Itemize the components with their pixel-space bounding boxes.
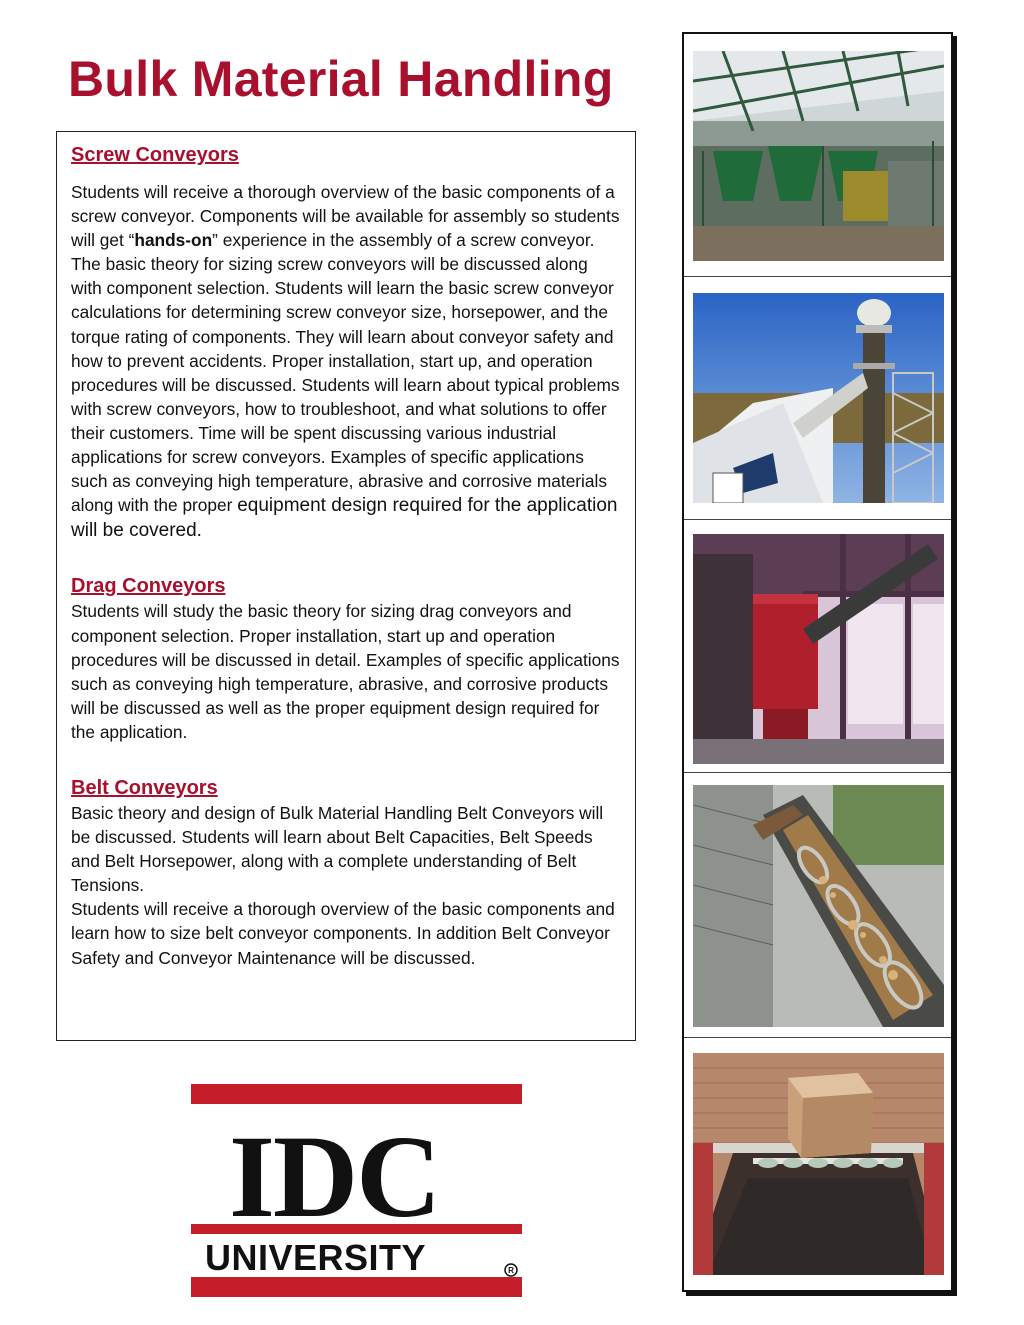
logo-university-text: UNIVERSITY [205,1237,427,1278]
logo-idc-text: IDC [229,1111,440,1242]
photo-slot-2 [684,277,951,520]
idc-university-logo [191,1084,522,1297]
hands-on-emphasis: hands-on [134,230,213,251]
screw-conveyors-text [71,180,621,543]
drag-conveyors-text: Students will study the basic theory for sizing drag conveyors and component selection. Proper installation, start up and operation procedures will be discussed in detail. Examples of specific applications such as conveying high temperature, abrasive, and corrosive products will be discussed as well as the proper equipment design required for the application. [71,601,620,742]
screw-text-part1: Students will receive a thorough overview of the basic components of a screw conveyor. Components will be available for assembly so students will get “ [71,182,620,251]
registered-mark-text: R [508,1266,514,1275]
screw-text-end: . [196,520,202,542]
course-description-box [56,131,636,1041]
screw-text-part2: ” experience in the assembly of a screw conveyor. The basic theory for sizing screw conveyors will be discussed along with component selection. Students will learn the basic screw conveyor calculations for determining screw conveyor size, horsepower, and the torque rating of components. They will learn about conveyor safety and how to prevent accidents. Proper installation, start up, and operation procedures will be discussed. Students will learn about typical problems with screw conveyors, how to troubleshoot, and what solutions to offer their customers. Time will be spent discussing various industrial applications for screw conveyors. Examples of specific applications such as conveying high temperature, abrasive and corrosive materials along with the proper [71,230,620,516]
screw-text-part3: equipment design required for the application will be covered [71,495,618,542]
belt-conveyors-heading: Belt Conveyors [71,776,218,799]
belt-conveyors-text-1: Basic theory and design of Bulk Material Handling Belt Conveyors will be discussed. Students will learn about Belt Capacities, Belt Speeds and Belt Horsepower, along with a complete understanding of Belt Tensions. [71,802,604,896]
page-title: Bulk Material Handling [68,51,614,107]
screw-conveyors-heading: Screw Conveyors [71,144,239,166]
photo-slot-4 [684,773,951,1038]
drag-conveyors-heading: Drag Conveyors [71,575,226,598]
photo-slot-5 [684,1038,951,1294]
photo-slot-3 [684,520,951,773]
photo-column [682,32,953,1292]
tower-conveyor-photo [693,293,944,503]
belt-conveyors-text-2: Students will receive a thorough overview of the basic components and learn how to size belt conveyor components. In addition Belt Conveyor Safety and Conveyor Maintenance will be discussed. [71,899,615,968]
red-machine-photo [693,534,944,764]
screw-conveyor-photo [693,785,944,1027]
photo-slot-1 [684,34,951,277]
plant-interior-photo [693,51,944,261]
belt-conveyor-photo [693,1053,944,1275]
